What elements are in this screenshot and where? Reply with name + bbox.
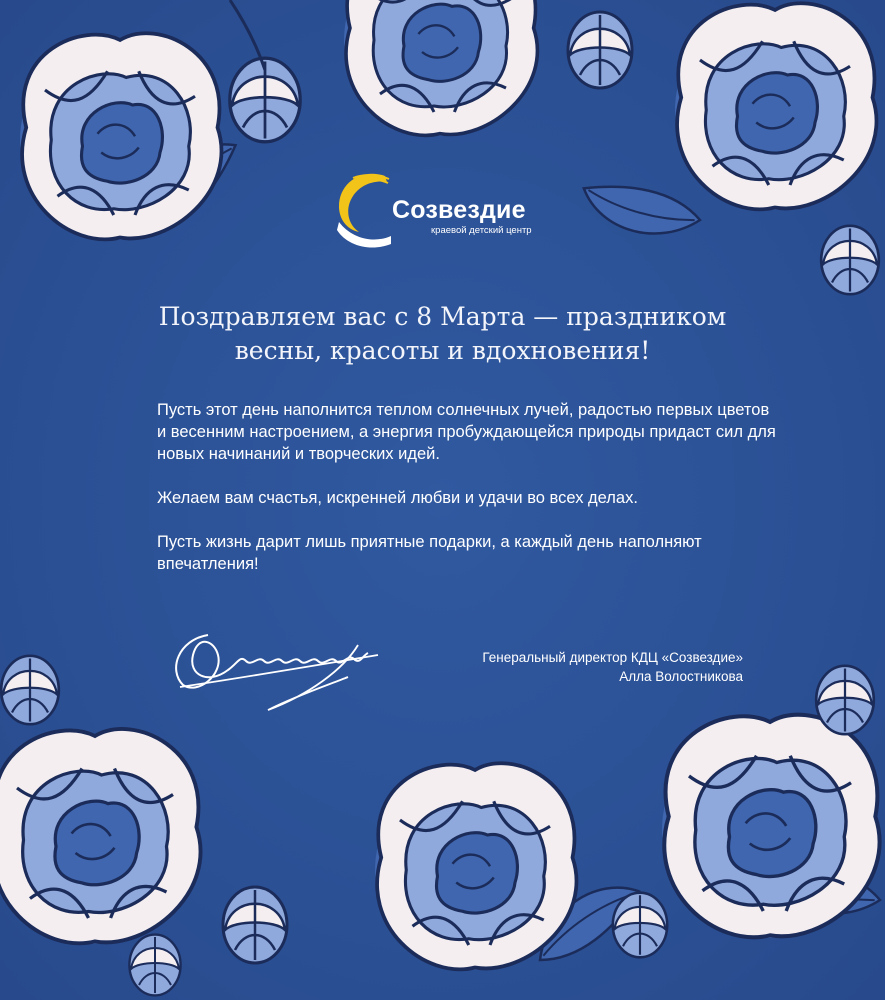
signer-name: Алла Волостникова <box>619 669 743 684</box>
headline-line-1: Поздравляем вас с 8 Марта — праздником <box>158 302 727 331</box>
greeting-body <box>157 399 777 597</box>
greeting-paragraph-3: Пусть жизнь дарит лишь приятные подарки, а каждый день наполняют впечатления! <box>157 533 702 573</box>
signer-block <box>482 648 743 686</box>
signer-position: Генеральный директор КДЦ «Созвездие» <box>482 650 743 665</box>
logo-subtitle: краевой детский центр <box>431 225 532 236</box>
headline-line-2: весны, красоты и вдохновения! <box>234 336 651 365</box>
logo-name: Созвездие <box>392 196 526 224</box>
greeting-paragraph-1: Пусть этот день наполнится теплом солнечных лучей, радостью первых цветов и весенним настроением, а энергия пробуждающейся природы придаст сил для новых начинаний и творческих идей. <box>157 401 776 463</box>
greeting-headline <box>120 300 765 368</box>
greeting-paragraph-2: Желаем вам счастья, искренней любви и удачи во всех делах. <box>157 489 638 507</box>
logo <box>333 170 563 250</box>
logo-emblem-icon <box>333 170 395 250</box>
handwritten-signature <box>168 615 393 715</box>
